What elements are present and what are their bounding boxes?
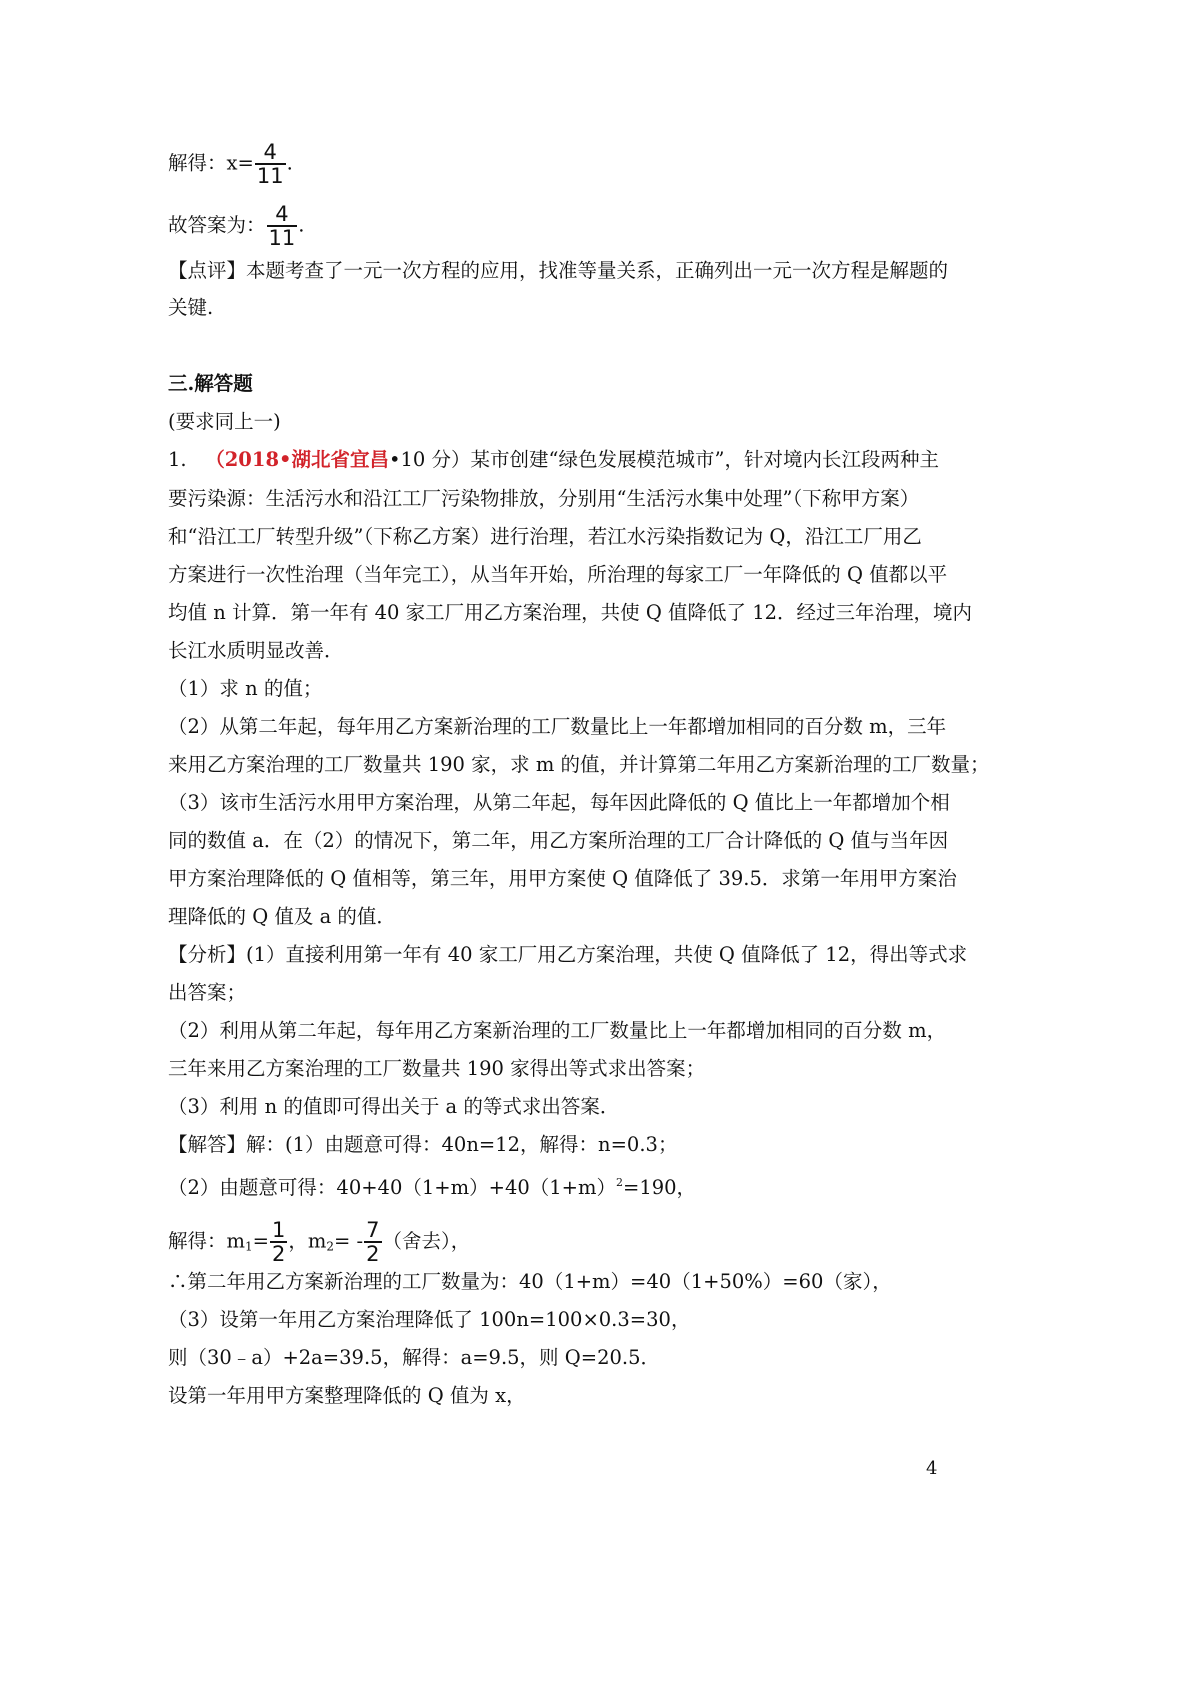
problem-line: （3）该市生活污水用甲方案治理，从第二年起，每年因此降低的 Q 值比上一年都增加个相 xyxy=(168,791,950,814)
answer-line xyxy=(168,203,304,249)
subscript: 2 xyxy=(326,1239,334,1254)
source-year: 2018 xyxy=(224,448,280,471)
comment-line-2: 关键. xyxy=(168,296,214,319)
fraction-m1 xyxy=(270,1219,287,1265)
source-score: •10 分） xyxy=(389,448,471,471)
fraction-denominator: 11 xyxy=(268,226,296,250)
section-title: 三.解答题 xyxy=(168,372,253,395)
source-dot: • xyxy=(279,448,292,471)
problem-line: （2）从第二年起，每年用乙方案新治理的工厂数量比上一年都增加相同的百分数 m，三年 xyxy=(168,715,947,738)
source-open: （ xyxy=(205,448,225,471)
solution-line: 【解答】解：(1）由题意可得：40n=12，解得：n=0.3； xyxy=(168,1133,678,1156)
subscript: 1 xyxy=(245,1239,253,1254)
fraction-denominator: 2 xyxy=(366,1242,380,1266)
page-number: 4 xyxy=(926,1458,938,1479)
solve-prefix: 解得：x= xyxy=(168,151,254,175)
answer-suffix: . xyxy=(298,213,305,237)
fraction-denominator: 2 xyxy=(271,1242,286,1266)
section-note: (要求同上一) xyxy=(168,410,281,433)
problem-line: 甲方案治理降低的 Q 值相等，第三年，用甲方案使 Q 值降低了 39.5．求第一年用甲方案治 xyxy=(168,867,957,890)
source-place: 湖北省宜昌 xyxy=(291,448,389,471)
fraction-numerator: 1 xyxy=(271,1218,286,1242)
problem-line: 长江水质明显改善． xyxy=(168,639,344,662)
problem-line: 要污染源：生活污水和沿江工厂污染物排放，分别用“生活污水集中处理”（下称甲方案） xyxy=(168,487,920,510)
roots-prefix: 解得：m xyxy=(168,1229,245,1253)
fraction-denominator: 11 xyxy=(256,164,284,188)
fraction-numerator: 4 xyxy=(275,202,289,226)
analysis-line: 【分析】(1）直接利用第一年有 40 家工厂用乙方案治理，共使 Q 值降低了 12，得出等式求 xyxy=(168,943,968,966)
comment-line-1: 【点评】本题考查了一元一次方程的应用，找准等量关系，正确列出一元一次方程是解题的 xyxy=(168,259,949,282)
problem-line-1 xyxy=(168,446,939,474)
equation-result: =190， xyxy=(623,1176,697,1199)
analysis-line: 三年来用乙方案治理的工厂数量共 190 家得出等式求出答案； xyxy=(168,1057,706,1080)
problem-line: （1）求 n 的值； xyxy=(168,677,323,700)
problem-line: 理降低的 Q 值及 a 的值． xyxy=(168,905,396,928)
solution-line: 设第一年用甲方案整理降低的 Q 值为 x， xyxy=(168,1384,526,1407)
solve-line xyxy=(168,141,293,187)
solution-line: 则（30﹣a）+2a=39.5，解得：a=9.5，则 Q=20.5． xyxy=(168,1346,660,1369)
problem-line-1-text: 某市创建“绿色发展模范城市”，针对境内长江段两种主 xyxy=(470,448,939,471)
equals: = xyxy=(252,1229,269,1253)
solution-line: （3）设第一年用乙方案治理降低了 100n=100×0.3=30， xyxy=(168,1308,691,1331)
fraction-numerator: 7 xyxy=(366,1218,380,1242)
roots-sep: ，m xyxy=(288,1229,327,1253)
fraction-numerator: 4 xyxy=(263,140,277,164)
roots-suffix: （舍去）， xyxy=(382,1229,471,1253)
analysis-line: （3）利用 n 的值即可得出关于 a 的等式求出答案． xyxy=(168,1095,620,1118)
solve-suffix: . xyxy=(286,151,293,175)
fraction-m2 xyxy=(364,1219,381,1265)
analysis-line: 出答案； xyxy=(168,981,247,1004)
analysis-line: （2）利用从第二年起，每年用乙方案新治理的工厂数量比上一年都增加相同的百分数 m， xyxy=(168,1019,947,1042)
answer-prefix: 故答案为： xyxy=(168,213,266,237)
equation-text: （2）由题意可得：40+40（1+m）+40（1+m） xyxy=(168,1176,616,1199)
fraction-x xyxy=(255,141,286,187)
solution-line xyxy=(168,1169,696,1202)
solution-line: ∴第二年用乙方案新治理的工厂数量为：40（1+m）=40（1+50%）=60（家）， xyxy=(168,1270,892,1293)
problem-line: 来用乙方案治理的工厂数量共 190 家，求 m 的值，并计算第二年用乙方案新治理的工厂数量； xyxy=(168,753,990,776)
problem-line: 均值 n 计算．第一年有 40 家工厂用乙方案治理，共使 Q 值降低了 12．经过三年治理，境内 xyxy=(168,601,973,624)
problem-line: 和“沿江工厂转型升级”（下称乙方案）进行治理，若江水污染指数记为 Q，沿江工厂用乙 xyxy=(168,525,922,548)
solution-roots-line xyxy=(168,1219,470,1265)
problem-line: 同的数值 a．在（2）的情况下，第二年，用乙方案所治理的工厂合计降低的 Q 值与当年因 xyxy=(168,829,949,852)
equals-minus: = - xyxy=(334,1229,364,1253)
problem-number: 1. xyxy=(168,448,187,471)
exponent: 2 xyxy=(616,1176,623,1189)
problem-line: 方案进行一次性治理（当年完工），从当年开始，所治理的每家工厂一年降低的 Q 值都以平 xyxy=(168,563,948,586)
fraction-answer xyxy=(267,203,298,249)
